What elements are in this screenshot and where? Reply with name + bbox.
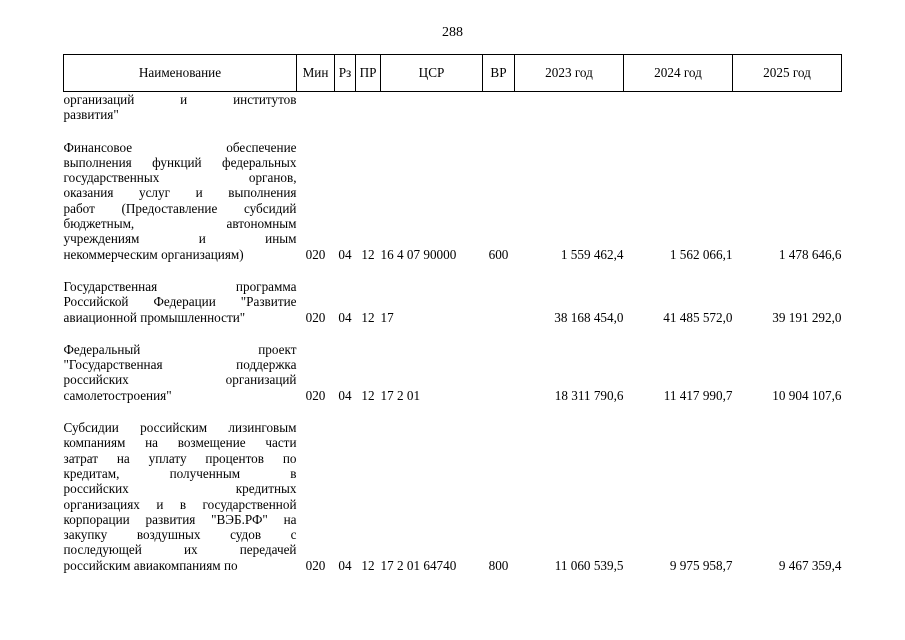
row-name-line: Субсидии российским лизинговым	[63, 420, 297, 436]
cell-vr	[483, 342, 515, 403]
row-name-line: корпорации развития "ВЭБ.РФ" на	[63, 511, 297, 527]
cell-y2025: 1 478 646,6	[778, 246, 842, 262]
cell-vr: 600	[488, 246, 509, 262]
cell-min: 020	[305, 557, 326, 573]
cell-pr: 12	[361, 387, 375, 403]
header-name: Наименование	[64, 55, 297, 92]
table-row	[64, 420, 842, 573]
row-name-line: кредитам, полученным в	[63, 465, 297, 481]
budget-table	[63, 54, 842, 573]
cell-pr: 12	[361, 309, 375, 325]
row-name	[64, 140, 297, 262]
cell-pr: 12	[361, 246, 375, 262]
row-spacer-cell	[64, 403, 842, 420]
cell-y2025: 10 904 107,6	[772, 387, 842, 403]
cell-rz: 04	[338, 246, 352, 262]
row-name	[64, 279, 297, 325]
header-2024: 2024 год	[624, 55, 733, 92]
row-spacer	[64, 325, 842, 342]
cell-y2024: 41 485 572,0	[663, 309, 733, 325]
header-rz: Рз	[335, 55, 356, 92]
cell-y2023: 38 168 454,0	[554, 309, 624, 325]
row-name-line: учреждениям и иным	[63, 231, 297, 247]
row-name-line: самолетостроения"	[63, 387, 172, 403]
table-row	[64, 279, 842, 325]
row-name-line: авиационной промышленности"	[63, 309, 246, 325]
table-row	[64, 140, 842, 262]
cell-csr: 17 2 01	[380, 387, 421, 403]
row-spacer	[64, 403, 842, 420]
header-min: Мин	[297, 55, 335, 92]
row-name-line: организаций и институтов	[63, 92, 297, 107]
row-name-line: организациях и в государственной	[63, 496, 297, 512]
page-number: 288	[442, 25, 463, 40]
row-spacer	[64, 262, 842, 279]
cell-vr	[483, 279, 515, 325]
row-name	[64, 342, 297, 403]
row-name	[64, 420, 297, 573]
cell-rz: 04	[338, 557, 352, 573]
row-name-line: российских организаций	[63, 372, 297, 388]
table-row	[64, 92, 842, 123]
cell-csr: 16 4 07 90000	[380, 246, 457, 262]
cell-csr	[381, 92, 483, 123]
row-name-line: Финансовое обеспечение	[63, 139, 297, 155]
row-name-line: выполнения функций федеральных	[63, 154, 297, 170]
row-name-line: Федеральный проект	[63, 341, 297, 357]
cell-y2024: 9 975 958,7	[669, 557, 733, 573]
row-name-line: затрат на уплату процентов по	[63, 450, 297, 466]
cell-y2024	[624, 92, 733, 123]
row-name-line: оказания услуг и выполнения	[63, 185, 297, 201]
cell-rz	[335, 92, 356, 123]
row-name-line: "Государственная поддержка	[63, 357, 297, 373]
cell-vr	[483, 92, 515, 123]
cell-y2023: 11 060 539,5	[554, 557, 624, 573]
table-row	[64, 342, 842, 403]
cell-rz: 04	[338, 309, 352, 325]
row-name-line: государственных органов,	[63, 170, 297, 186]
row-name-line: российских кредитных	[63, 481, 297, 497]
cell-y2024: 11 417 990,7	[663, 387, 733, 403]
row-spacer-cell	[64, 123, 842, 140]
row-spacer-cell	[64, 262, 842, 279]
cell-y2025: 39 191 292,0	[772, 309, 842, 325]
row-name-line: Государственная программа	[63, 278, 297, 294]
cell-min: 020	[305, 387, 326, 403]
cell-y2023: 18 311 790,6	[554, 387, 624, 403]
cell-min: 020	[305, 246, 326, 262]
row-name-line: последующей их передачей	[63, 542, 297, 558]
cell-min: 020	[305, 309, 326, 325]
cell-pr: 12	[361, 557, 375, 573]
cell-rz: 04	[338, 387, 352, 403]
row-spacer	[64, 123, 842, 140]
cell-y2023: 1 559 462,4	[560, 246, 624, 262]
header-2023: 2023 год	[515, 55, 624, 92]
header-csr: ЦСР	[381, 55, 483, 92]
row-name-line: российским авиакомпаниям по	[63, 557, 238, 573]
cell-pr	[356, 92, 381, 123]
header-2025: 2025 год	[733, 55, 842, 92]
cell-min	[297, 92, 335, 123]
row-name-line: некоммерческим организациям)	[63, 246, 244, 262]
row-name-line: Российской Федерации "Развитие	[63, 294, 297, 310]
row-name	[64, 92, 297, 123]
table-header	[64, 55, 842, 92]
row-name-line: закупку воздушных судов с	[63, 527, 297, 543]
cell-y2025	[733, 92, 842, 123]
table-body	[64, 92, 842, 574]
cell-csr: 17 2 01 64740	[380, 557, 457, 573]
header-vr: ВР	[483, 55, 515, 92]
cell-y2025: 9 467 359,4	[778, 557, 842, 573]
header-pr: ПР	[356, 55, 381, 92]
row-spacer-cell	[64, 325, 842, 342]
row-name-line: компаниям на возмещение части	[63, 435, 297, 451]
cell-y2023	[515, 92, 624, 123]
row-name-line: бюджетным, автономным	[63, 216, 297, 232]
cell-y2024: 1 562 066,1	[669, 246, 733, 262]
cell-vr: 800	[488, 557, 509, 573]
row-name-line: работ (Предоставление субсидий	[63, 200, 297, 216]
row-name-line: развития"	[63, 107, 119, 123]
cell-csr: 17	[380, 309, 394, 325]
